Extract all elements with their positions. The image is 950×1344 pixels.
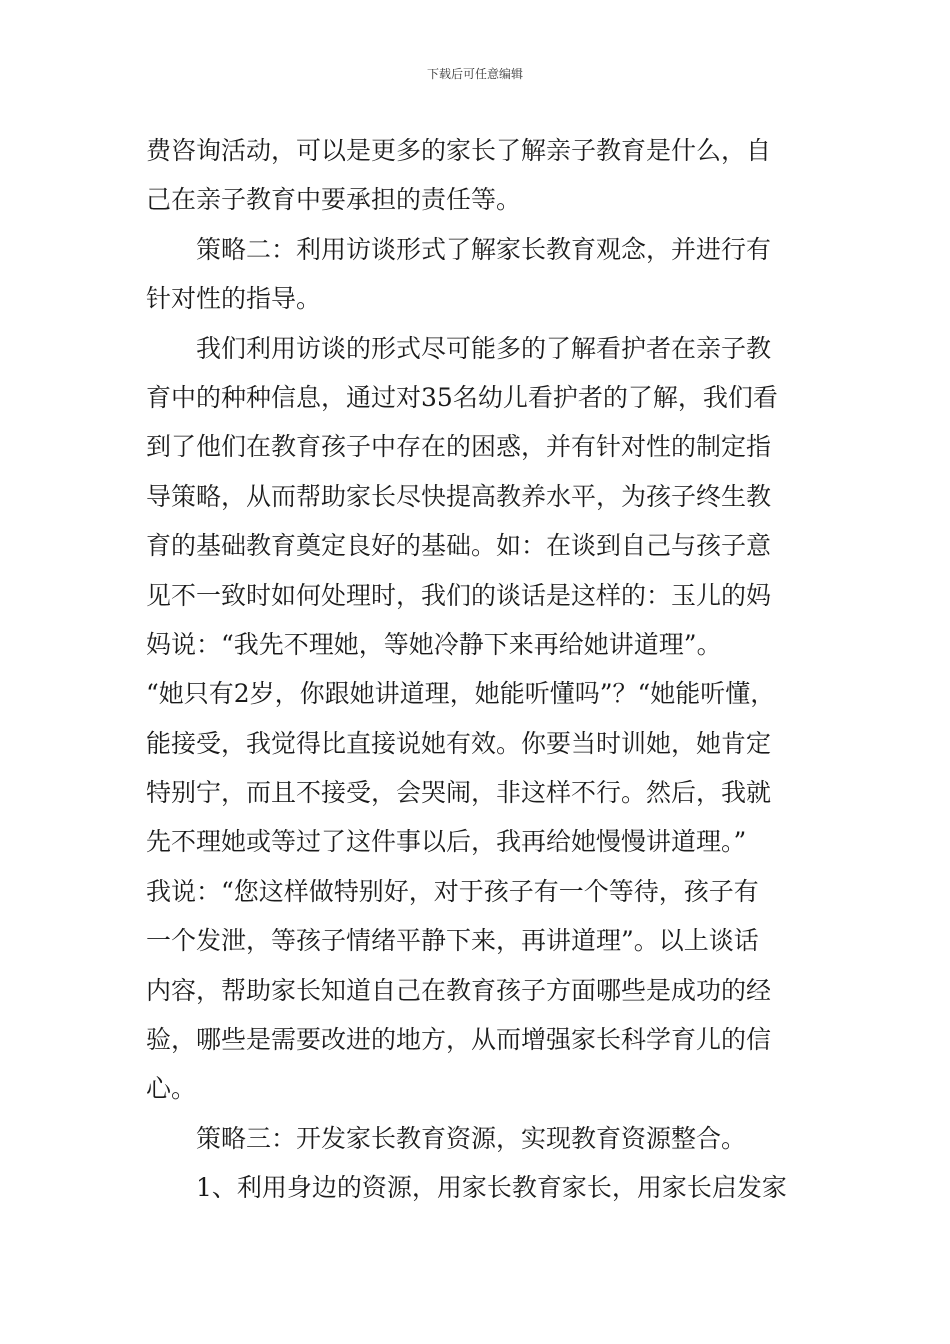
text-line: “她只有2岁，你跟她讲道理，她能听懂吗”？“她能听懂， — [146, 679, 776, 709]
text-line: 先不理她或等过了这件事以后，我再给她慢慢讲道理。” — [146, 827, 747, 857]
text-line: 导策略，从而帮助家长尽快提高教养水平，为孩子终生教 — [146, 481, 772, 511]
text-line: 能接受，我觉得比直接说她有效。你要当时训她，她肯定 — [146, 728, 772, 758]
text-line: 到了他们在教育孩子中存在的困惑，并有针对性的制定指 — [146, 432, 772, 462]
text-line: 费咨询活动，可以是更多的家长了解亲子教育是什么，自 — [146, 136, 772, 165]
text-line: 育中的种种信息，通过对35名幼儿看护者的了解，我们看 — [146, 382, 778, 412]
text-line: 一个发泄，等孩子情绪平静下来，再讲道理”。以上谈话 — [146, 926, 759, 956]
text-line: 验，哪些是需要改进的地方，从而增强家长科学育儿的信 — [146, 1025, 772, 1055]
strategy-three-heading: 策略三：开发家长教育资源，实现教育资源整合。 — [196, 1123, 747, 1153]
text-line: 见不一致时如何处理时，我们的谈话是这样的：玉儿的妈 — [146, 580, 772, 610]
text-line: 特别宁，而且不接受，会哭闹，非这样不行。然后，我就 — [146, 778, 772, 808]
page-header: 下载后可任意编辑 — [426, 67, 523, 81]
document-body — [146, 126, 836, 1213]
text-line: 1、利用身边的资源，用家长教育家长，用家长启发家 — [196, 1173, 787, 1203]
text-line: 针对性的指导。 — [146, 284, 322, 314]
text-line: 妈说：“我先不理她，等她冷静下来再给她讲道理”。 — [146, 629, 722, 659]
text-line: 我们利用访谈的形式尽可能多的了解看护者在亲子教 — [196, 333, 772, 363]
strategy-two-heading: 策略二：利用访谈形式了解家长教育观念，并进行有 — [196, 234, 772, 264]
text-line: 我说：“您这样做特别好，对于孩子有一个等待，孩子有 — [146, 876, 759, 906]
text-line: 己在亲子教育中要承担的责任等。 — [146, 185, 522, 215]
text-line: 育的基础教育奠定良好的基础。如：在谈到自己与孩子意 — [146, 531, 772, 561]
text-line: 内容，帮助家长知道自己在教育孩子方面哪些是成功的经 — [146, 975, 772, 1005]
text-line: 心。 — [146, 1074, 197, 1104]
